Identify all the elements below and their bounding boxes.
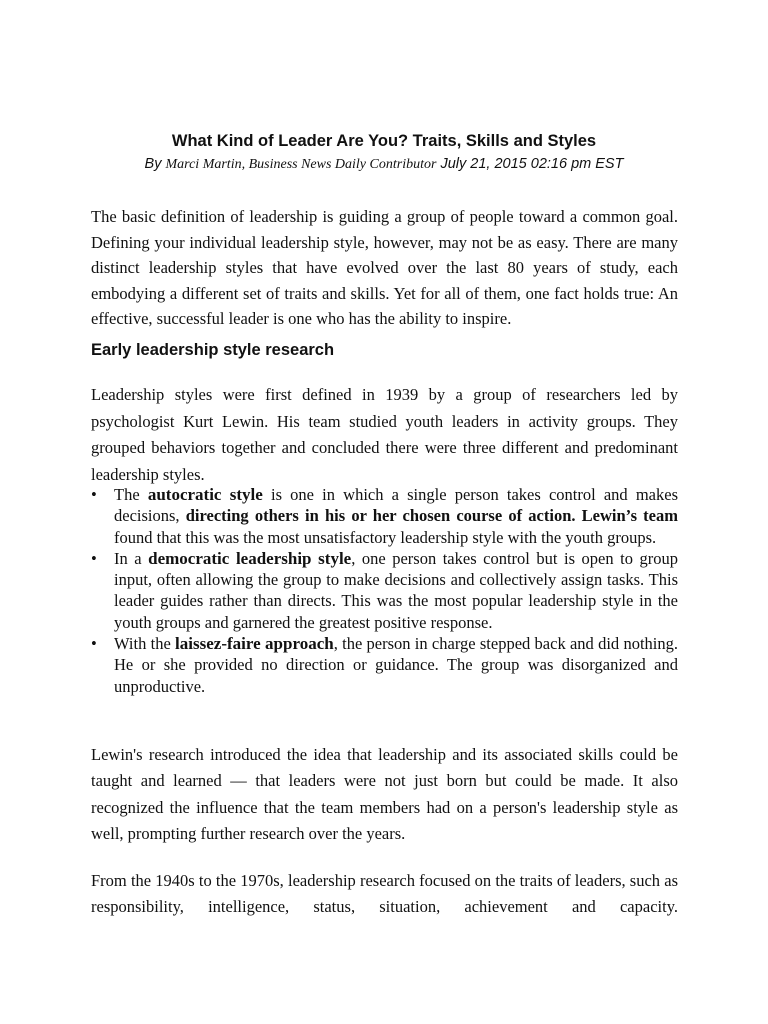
bullet-emphasis: directing others in his or her chosen course of action. Lewin’s team [185, 506, 678, 526]
list-item-democratic [91, 548, 678, 633]
bullet-marker: • [91, 634, 97, 654]
leadership-styles-list [91, 484, 678, 697]
lewin-paragraph: Lewin's research introduced the idea that leadership and its associated skills could be taught and learned — that leaders were not just born but could be made. It also recognized the influence that the team members had on a person's leadership style as well, prompting further research over the years. [91, 745, 678, 844]
bullet-marker: • [91, 548, 97, 568]
byline-date: July 21, 2015 02:16 pm EST [436, 156, 624, 172]
traits-paragraph: From the 1940s to the 1970s, leadership research focused on the traits of leaders, such as responsibility, intelligence, status, situation, achievement and capacity. [91, 871, 678, 917]
bullet-prefix: In a [114, 548, 149, 568]
section-heading: Early leadership style research [91, 341, 335, 359]
bullet-suffix: found that this was the most unsatisfactory leadership style with the youth groups. [114, 527, 657, 547]
article-byline [0, 154, 768, 175]
research-intro-paragraph: Leadership styles were first defined in 1939 by a group of researchers led by psychologist Kurt Lewin. His team studied youth leaders in activity groups. They grouped behaviors together and concluded there were three different and predominant leadership styles. [91, 385, 678, 484]
byline-by: By [144, 156, 166, 172]
bullet-suffix: , one person takes control but is open to group input, often allowing the group to make decisions and collectively assign tasks. This leader guides rather than directs. This was the most popular leadership style in the youth groups and garnered the greatest positive response. [114, 548, 678, 632]
bullet-term: democratic leadership style [148, 548, 352, 568]
bullet-suffix: , the person in charge stepped back and did nothing. He or she provided no direction or guidance. The group was disorganized and unproductive. [114, 634, 678, 696]
bullet-prefix: With the [114, 634, 176, 654]
bullet-term: autocratic style [147, 485, 263, 504]
intro-paragraph: The basic definition of leadership is guiding a group of people toward a common goal. Defining your individual leadership style, however, may not be as easy. There are many distinct leadership styles that have evolved over the last 80 years of study, each embodying a different set of traits and skills. Yet for all of them, one fact holds true: An effective, successful leader is one who has the ability to inspire. [91, 207, 678, 329]
article-title: What Kind of Leader Are You? Traits, Skills and Styles [171, 132, 597, 150]
bullet-mid: is one in which a single person takes control and makes decisions, [114, 485, 679, 526]
byline-author: Marci Martin, Business News Daily Contributor [165, 157, 437, 172]
list-item-autocratic [91, 484, 678, 548]
bullet-prefix: The [114, 485, 148, 504]
list-item-laissez-faire [91, 633, 678, 697]
bullet-marker: • [91, 485, 97, 504]
bullet-term: laissez-faire approach [175, 634, 334, 654]
